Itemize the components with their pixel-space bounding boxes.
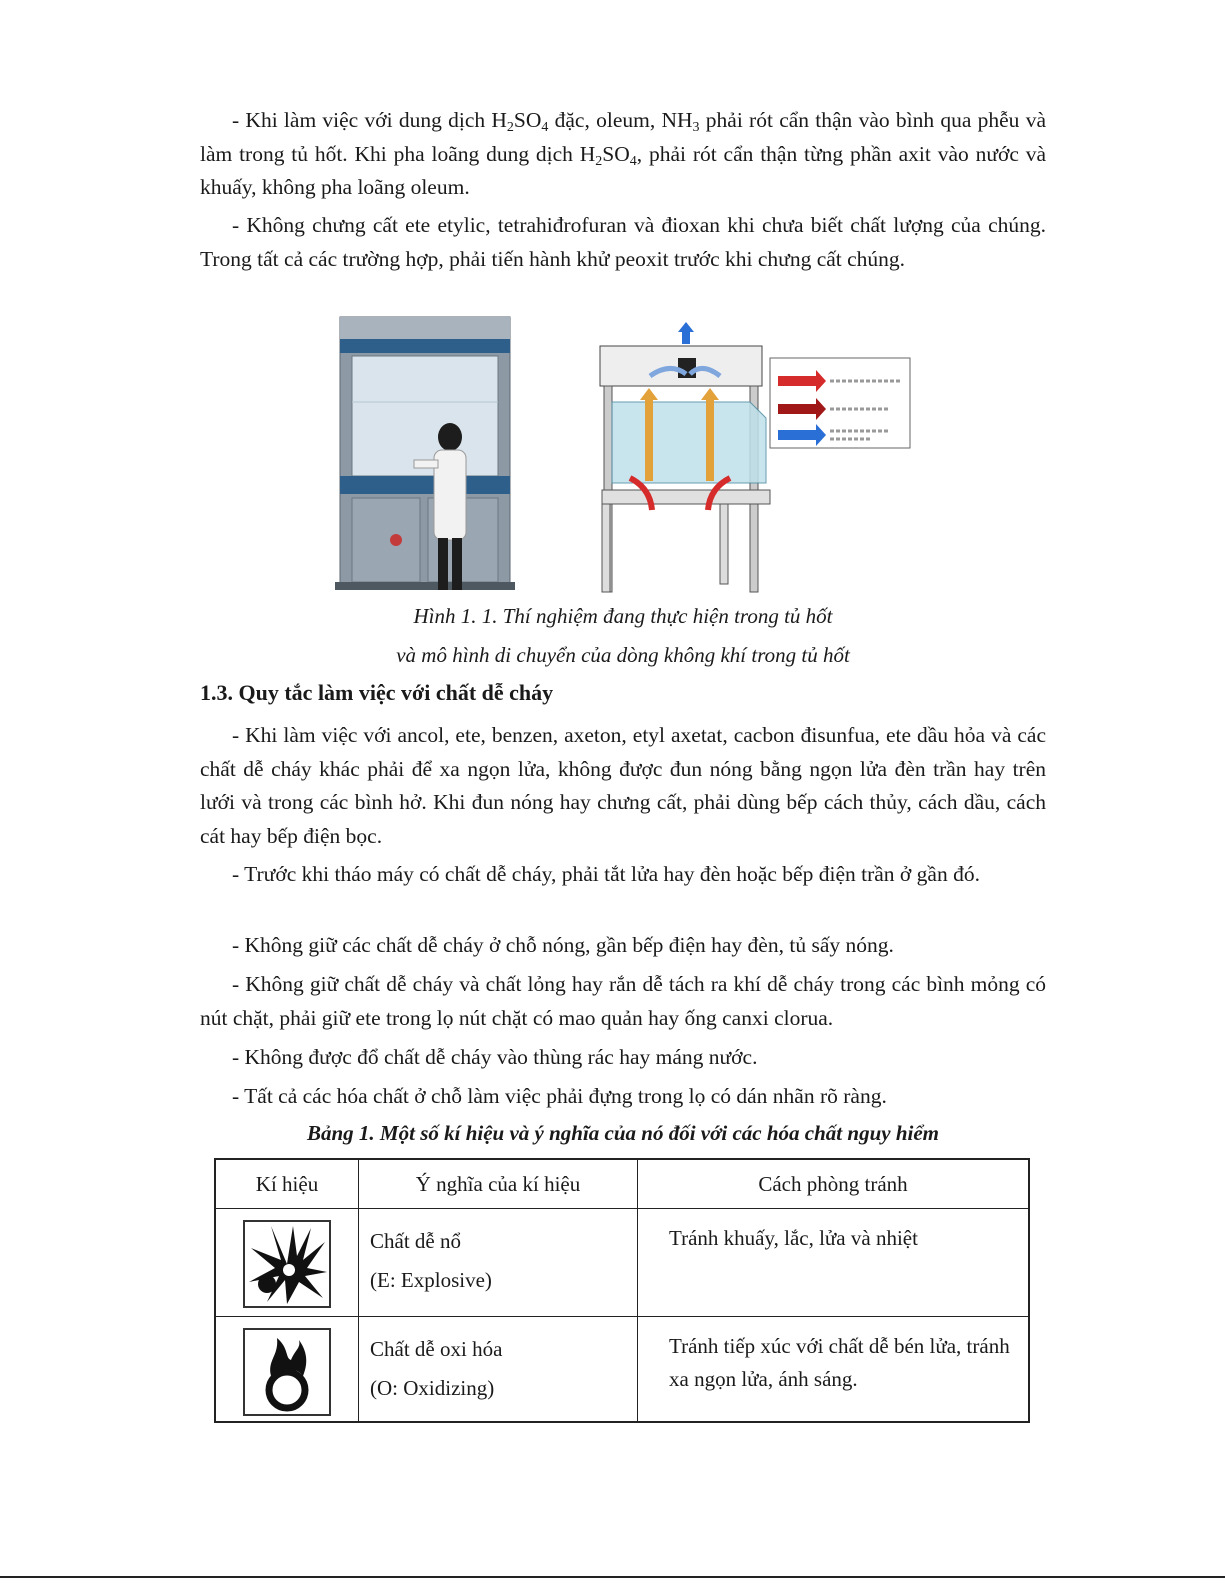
figure-caption-line1: Hình 1. 1. Thí nghiệm đang thực hiện trong tủ hốt <box>413 604 833 628</box>
prevention-text: Tránh khuấy, lắc, lửa và nhiệt <box>669 1226 918 1250</box>
fume-hood-photo <box>330 312 520 597</box>
meaning-text: Chất dễ nổ <box>370 1229 461 1253</box>
oxidizing-icon <box>243 1328 331 1416</box>
meaning-code: (E: Explosive) <box>370 1268 492 1292</box>
paragraph-flammable-containers: - Không giữ chất dễ cháy và chất lỏng hay rắn dễ tách ra khí dễ cháy trong các bình mỏng có nút chặt, phải giữ ete trong lọ nút chặt có mao quản hay ống canxi clorua. <box>200 972 1046 1030</box>
paragraph-chemical-labels: - Tất cả các hóa chất ở chỗ làm việc phải đựng trong lọ có dán nhãn rõ ràng. <box>232 1084 887 1108</box>
paragraph-flammable-dismantle: - Trước khi tháo máy có chất dễ cháy, phải tắt lửa hay đèn hoặc bếp điện trần ở gần đó. <box>232 862 980 886</box>
table-row <box>215 1317 1029 1423</box>
symbol-cell <box>215 1209 359 1317</box>
table-header-row <box>215 1159 1029 1209</box>
paragraph-sulfuric-acid: - Khi làm việc với dung dịch $H_2SO_4$ đặc, oleum, $NH_3$ phải rót cẩn thận vào bình qua phễu và làm trong tủ hốt. Khi pha loãng dung dịch $H_2SO_4$, phải rót cẩn thận từng phần axit vào nước và khuấy, không pha loãng oleum. <box>200 108 1047 199</box>
paragraph-flammable-disposal: - Không được đổ chất dễ cháy vào thùng rác hay máng nước. <box>232 1045 758 1069</box>
paragraph-ether-distill: - Không chưng cất ete etylic, tetrahiđrofuran và đioxan khi chưa biết chất lượng của chúng. Trong tất cả các trường hợp, phải tiến hành khử peoxit trước khi chưng cất chúng. <box>200 213 1046 271</box>
meaning-cell <box>359 1317 638 1423</box>
symbol-cell <box>215 1317 359 1423</box>
prevention-cell <box>638 1317 1030 1423</box>
header-prevention: Cách phòng tránh <box>638 1159 1030 1209</box>
table-title: Bảng 1. Một số kí hiệu và ý nghĩa của nó đối với các hóa chất nguy hiểm <box>307 1121 939 1145</box>
table-row <box>215 1209 1029 1317</box>
paragraph-flammable-heat: - Khi làm việc với ancol, ete, benzen, axeton, etyl axetat, cacbon đisunfua, ete dầu hỏa và các chất dễ cháy khác phải để xa ngọn lửa, không được đun nóng bằng ngọn lửa đèn trần hay trên lưới và trong các bình hở. Khi đun nóng hay chưng cất, phải dùng bếp cách thủy, cách dầu, cách cát hay bếp điện bọc. <box>200 723 1046 848</box>
hazard-table <box>214 1158 1030 1423</box>
section-heading: 1.3. Quy tắc làm việc với chất dễ cháy <box>200 680 554 705</box>
header-symbol: Kí hiệu <box>215 1159 359 1209</box>
paragraph-flammable-storage: - Không giữ các chất dễ cháy ở chỗ nóng, gần bếp điện hay đèn, tủ sấy nóng. <box>232 933 894 957</box>
page-bottom-rule <box>0 1576 1225 1578</box>
figure-caption-line2: và mô hình di chuyển của dòng không khí trong tủ hốt <box>396 643 850 667</box>
airflow-diagram <box>590 318 920 596</box>
header-meaning: Ý nghĩa của kí hiệu <box>359 1159 638 1209</box>
prevention-cell <box>638 1209 1030 1317</box>
meaning-text: Chất dễ oxi hóa <box>370 1337 503 1361</box>
prevention-text: Tránh tiếp xúc với chất dễ bén lửa, tránh xa ngọn lửa, ánh sáng. <box>669 1334 1010 1391</box>
meaning-cell <box>359 1209 638 1317</box>
explosive-icon <box>243 1220 331 1308</box>
meaning-code: (O: Oxidizing) <box>370 1376 495 1400</box>
